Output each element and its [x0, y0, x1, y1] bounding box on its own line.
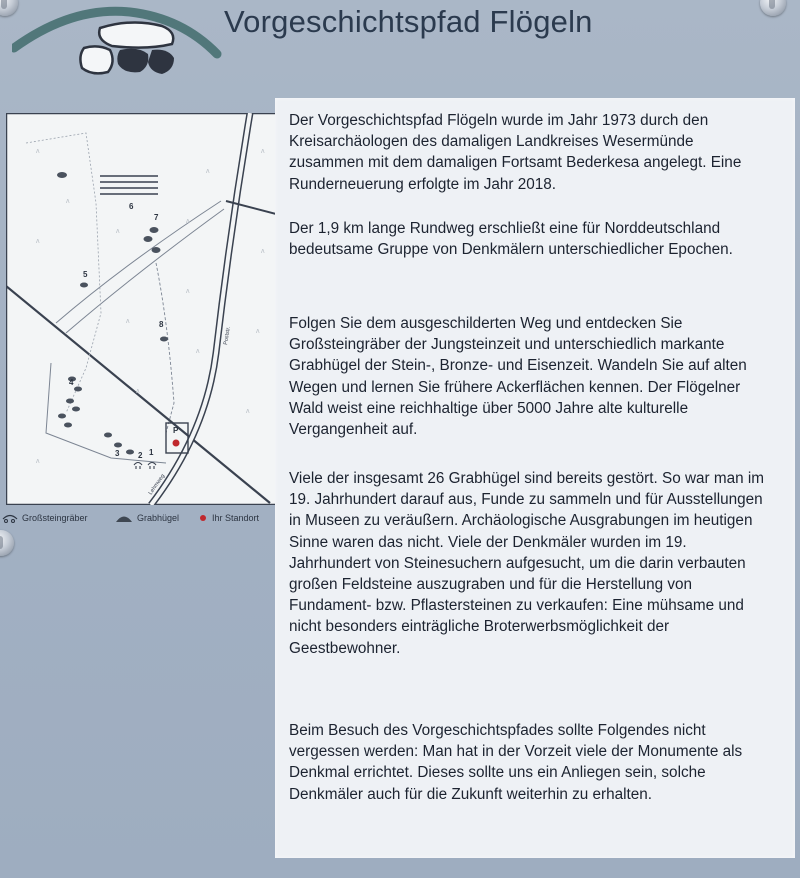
svg-text:ʌ: ʌ [36, 238, 40, 245]
mounting-screw-icon [760, 0, 786, 16]
svg-text:ʌ: ʌ [126, 318, 130, 325]
route-paragraph: Der 1,9 km lange Rundweg erschließt eine für Norddeutschland bedeutsame Gruppe von Denkmälern unterschiedlicher Epochen. [289, 220, 733, 259]
site-number: 4 [69, 378, 74, 387]
svg-text:ʌ: ʌ [136, 388, 140, 395]
legend-label: Grabhügel [137, 513, 180, 523]
site-number: 5 [83, 270, 88, 279]
megalith-tomb-icon [2, 513, 18, 523]
legend-item-grabhuegel [115, 513, 179, 523]
svg-text:ʌ: ʌ [186, 288, 190, 295]
preservation-paragraph: Beim Besuch des Vorgeschichtspfades sollte Folgendes nicht vergessen werden: Man hat in der Vorzeit viele der Monumente als Denkmal errichtet. Dieses sollte uns ein Anliegen sein, solche Denkmäler auch für die Zukunft weiterhin zu erhalten. [289, 722, 743, 803]
history-paragraph: Viele der insgesamt 26 Grabhügel sind bereits gestört. So war man im 19. Jahrhundert darauf aus, Funde zu sammeln und für Ausstellungen in Museen zu veräußern. Archäologische Ausgrabungen im heutigen Sinne waren das nicht. Viele der Denkmäler wurden im 19. Jahrhundert von Steinesuchern aufgesucht, um die darin verbauten großen Feldsteine auszugraben und für die Herstellung von Fundament- bzw. Pflastersteinen zu verkaufen: Eine mühsame und nicht besonders einträgliche Broterwerbsmöglichkeit der Geestbewohner. [289, 470, 765, 657]
svg-text:ʌ: ʌ [246, 408, 250, 415]
site-number: 3 [115, 449, 120, 458]
svg-text:ʌ: ʌ [36, 458, 40, 465]
svg-text:ʌ: ʌ [256, 328, 260, 335]
road-label-lehmweg: Lehmweg [147, 473, 167, 497]
intro-paragraph: Der Vorgeschichtspfad Flögeln wurde im Jahr 1973 durch den Kreisarchäologen des damaligen Landkreises Wesermünde zusammen mit dem damaligen Fortsamt Bederkesa angelegt. Eine Runderneuerung erfolgte im Jahr 2018. [289, 112, 742, 193]
legend-label: Großsteingräber [22, 513, 88, 523]
legend-item-grosssteingraeber [2, 513, 88, 523]
parking-label: P [173, 426, 179, 435]
road-label-poststrasse: Poststr. [223, 326, 232, 346]
you-are-here-marker [173, 440, 180, 447]
you-are-here-dot-icon [198, 513, 208, 523]
svg-text:ʌ: ʌ [116, 228, 120, 235]
site-number: 2 [138, 451, 143, 460]
trail-map-drawing [6, 113, 280, 505]
burial-mound-icon [115, 513, 133, 523]
svg-text:ʌ: ʌ [186, 218, 190, 225]
megalith-tomb-logo-icon [12, 4, 227, 84]
trail-map [6, 113, 280, 505]
map-legend [0, 505, 280, 535]
legend-item-ihr-standort [198, 513, 259, 523]
site-number: 7 [154, 213, 159, 222]
site-number: 1 [149, 448, 154, 457]
svg-text:ʌ: ʌ [66, 198, 70, 205]
explore-paragraph: Folgen Sie dem ausgeschilderten Weg und entdecken Sie Großsteingräber der Jungsteinzeit und unterschiedlich markante Grabhügel der Stein-, Bronze- und Eisenzeit. Wandeln Sie auf alten Wegen und lernen Sie frühere Ackerflächen kennen. Der Flögelner Wald weist eine reichhaltige über 5000 Jahre alte kulturelle Vergangenheit auf. [289, 315, 747, 439]
info-text-panel [275, 98, 795, 858]
sign-title: Vorgeschichtspfad Flögeln [224, 4, 593, 39]
svg-text:ʌ: ʌ [36, 148, 40, 155]
svg-text:ʌ: ʌ [196, 348, 200, 355]
svg-text:ʌ: ʌ [261, 248, 265, 255]
svg-text:ʌ: ʌ [206, 168, 210, 175]
site-number: 6 [129, 202, 134, 211]
legend-label: Ihr Standort [212, 513, 260, 523]
svg-text:ʌ: ʌ [261, 148, 265, 155]
site-number: 8 [159, 320, 164, 329]
